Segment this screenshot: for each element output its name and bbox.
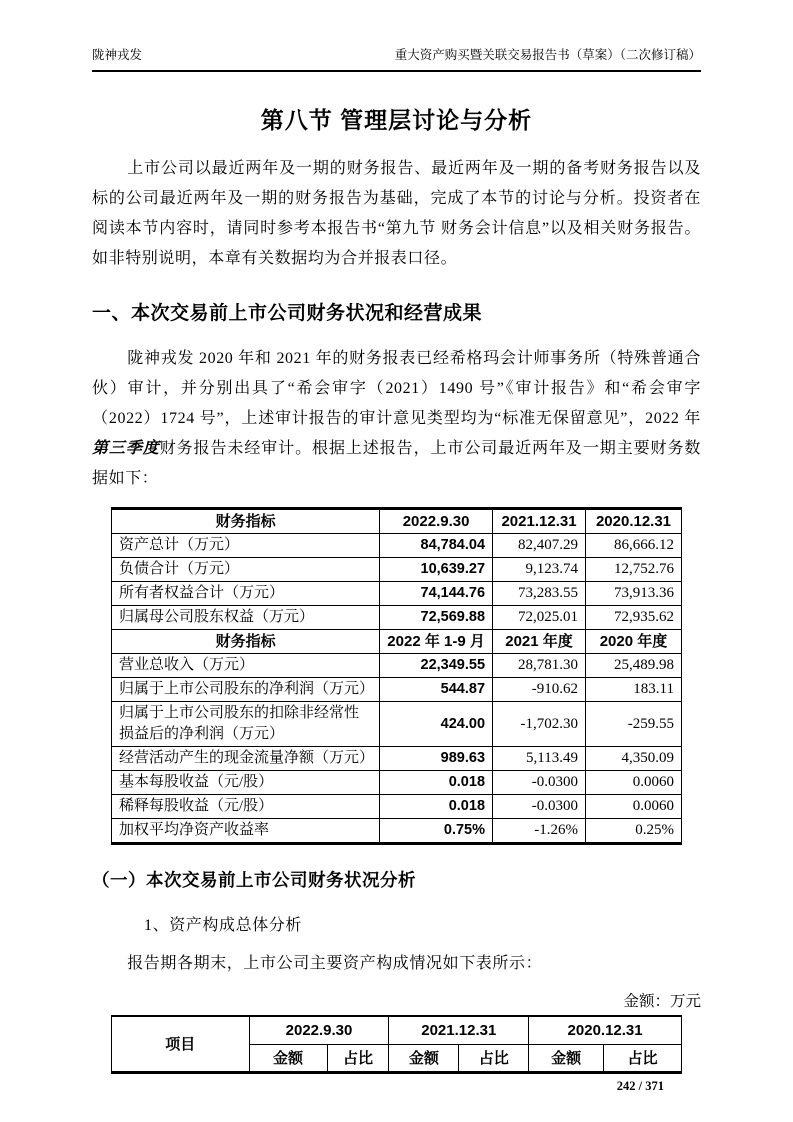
table-header-cell: 2020 年度 bbox=[586, 630, 682, 654]
table-cell: 0.018 bbox=[380, 771, 493, 795]
page-title: 第八节 管理层讨论与分析 bbox=[260, 107, 533, 133]
table-cell: 73,283.55 bbox=[493, 582, 586, 606]
table-cell: 营业总收入（万元） bbox=[112, 654, 380, 678]
table-header-cell: 2022.9.30 bbox=[249, 1016, 389, 1044]
table-row bbox=[112, 558, 682, 582]
table-cell: 0.0060 bbox=[586, 771, 682, 795]
table-cell: 72,935.62 bbox=[586, 606, 682, 630]
table-cell: 72,569.88 bbox=[380, 606, 493, 630]
table-header-cell: 2022 年 1-9 月 bbox=[380, 630, 493, 654]
table-cell: -259.55 bbox=[586, 702, 682, 747]
table-cell: 544.87 bbox=[380, 678, 493, 702]
table-header-cell: 2020.12.31 bbox=[586, 509, 682, 534]
asset-intro-paragraph: 报告期各期末，上市公司主要资产构成情况如下表所示： bbox=[127, 955, 543, 972]
table-row bbox=[112, 819, 682, 844]
table-header-cell: 金额 bbox=[529, 1044, 604, 1072]
table-cell: 0.75% bbox=[380, 819, 493, 844]
table-cell: -1.26% bbox=[493, 819, 586, 844]
table-cell: 74,144.76 bbox=[380, 582, 493, 606]
table-row bbox=[112, 678, 682, 702]
table-cell: 5,113.49 bbox=[493, 747, 586, 771]
header-company-name: 陇神戎发 bbox=[92, 48, 143, 62]
table-header-cell: 占比 bbox=[459, 1044, 529, 1072]
section-heading-financial-status: 一、本次交易前上市公司财务状况和经营成果 bbox=[92, 303, 483, 324]
table-header-cell: 财务指标 bbox=[112, 509, 380, 534]
table-cell: 183.11 bbox=[586, 678, 682, 702]
table-cell: 0.25% bbox=[586, 819, 682, 844]
table-cell: -0.0300 bbox=[493, 795, 586, 819]
table-cell: 经营活动产生的现金流量净额（万元） bbox=[112, 747, 380, 771]
table-header-cell: 占比 bbox=[604, 1044, 682, 1072]
table-cell: -910.62 bbox=[493, 678, 586, 702]
table-header-cell: 财务指标 bbox=[112, 630, 380, 654]
table-cell: 424.00 bbox=[380, 702, 493, 747]
table-cell: 归属于上市公司股东的扣除非经常性损益后的净利润（万元） bbox=[112, 702, 380, 747]
table-cell: 12,752.76 bbox=[586, 558, 682, 582]
table-cell: 28,781.30 bbox=[493, 654, 586, 678]
table-cell: 10,639.27 bbox=[380, 558, 493, 582]
table-cell: 资产总计（万元） bbox=[112, 534, 380, 558]
table-cell: 9,123.74 bbox=[493, 558, 586, 582]
table-row bbox=[112, 771, 682, 795]
subsection-heading-financial-analysis: （一）本次交易前上市公司财务状况分析 bbox=[92, 870, 416, 890]
table-cell: 84,784.04 bbox=[380, 534, 493, 558]
audit-text-part1: 陇神戎发 2020 年和 2021 年的财务报表已经希格玛会计师事务所（特殊普通合伙）审计，并分别出具了“希会审字（2021）1490 号”《审计报告》和“希会审字（2022）1724 号”，上述审计报告的审计意见类型均为“标准无保留意见”，2022 年 bbox=[92, 350, 701, 427]
table-cell: -0.0300 bbox=[493, 771, 586, 795]
amount-unit-label: 金额：万元 bbox=[623, 993, 701, 1010]
table-header-cell: 项目 bbox=[112, 1016, 250, 1072]
asset-composition-table bbox=[111, 1015, 682, 1074]
table-cell: -1,702.30 bbox=[493, 702, 586, 747]
table-header-cell: 2021 年度 bbox=[493, 630, 586, 654]
table-cell: 73,913.36 bbox=[586, 582, 682, 606]
audit-text-bold: 第三季度 bbox=[92, 440, 160, 457]
table-cell: 归属于上市公司股东的净利润（万元） bbox=[112, 678, 380, 702]
table-row bbox=[112, 582, 682, 606]
table-header-cell: 2022.9.30 bbox=[380, 509, 493, 534]
table-row bbox=[112, 795, 682, 819]
header-doc-title: 重大资产购买暨关联交易报告书（草案）（二次修订稿） bbox=[394, 48, 701, 62]
table-row bbox=[112, 702, 682, 747]
table-row bbox=[112, 654, 682, 678]
table-cell: 归属母公司股东权益（万元） bbox=[112, 606, 380, 630]
table-header-row bbox=[112, 509, 682, 534]
table-cell: 22,349.55 bbox=[380, 654, 493, 678]
table-cell: 0.018 bbox=[380, 795, 493, 819]
audit-paragraph bbox=[92, 344, 701, 494]
intro-paragraph: 上市公司以最近两年及一期的财务报告、最近两年及一期的备考财务报告以及标的公司最近两年及一期的财务报告为基础，完成了本节的讨论与分析。投资者在阅读本节内容时，请同时参考本报告书“第九节 财务会计信息”以及相关财务报告。如非特别说明，本章有关数据均为合并报表口径。 bbox=[92, 160, 701, 267]
audit-text-part2: 财务报告未经审计。根据上述报告，上市公司最近两年及一期主要财务数据如下： bbox=[92, 440, 701, 487]
table-header-row bbox=[112, 630, 682, 654]
table-cell: 989.63 bbox=[380, 747, 493, 771]
table-row bbox=[112, 606, 682, 630]
table-cell: 负债合计（万元） bbox=[112, 558, 380, 582]
table-header-row bbox=[112, 1016, 682, 1044]
page-header bbox=[92, 45, 701, 72]
table-cell: 0.0060 bbox=[586, 795, 682, 819]
table-cell: 86,666.12 bbox=[586, 534, 682, 558]
table-header-cell: 2020.12.31 bbox=[529, 1016, 682, 1044]
page-number: 242 / 371 bbox=[616, 1078, 664, 1093]
table-cell: 72,025.01 bbox=[493, 606, 586, 630]
table-header-cell: 金额 bbox=[389, 1044, 459, 1072]
numbered-item-asset-composition: 1、资产构成总体分析 bbox=[144, 917, 303, 934]
table-cell: 所有者权益合计（万元） bbox=[112, 582, 380, 606]
table-cell: 基本每股收益（元/股） bbox=[112, 771, 380, 795]
table-header-cell: 2021.12.31 bbox=[389, 1016, 529, 1044]
financial-summary-table bbox=[111, 507, 682, 845]
table-header-cell: 占比 bbox=[327, 1044, 389, 1072]
table-header-cell: 金额 bbox=[249, 1044, 327, 1072]
table-cell: 稀释每股收益（元/股） bbox=[112, 795, 380, 819]
table-cell: 25,489.98 bbox=[586, 654, 682, 678]
table-cell: 4,350.09 bbox=[586, 747, 682, 771]
table-cell: 82,407.29 bbox=[493, 534, 586, 558]
table-row bbox=[112, 747, 682, 771]
table-row bbox=[112, 534, 682, 558]
table-cell: 加权平均净资产收益率 bbox=[112, 819, 380, 844]
table-header-cell: 2021.12.31 bbox=[493, 509, 586, 534]
